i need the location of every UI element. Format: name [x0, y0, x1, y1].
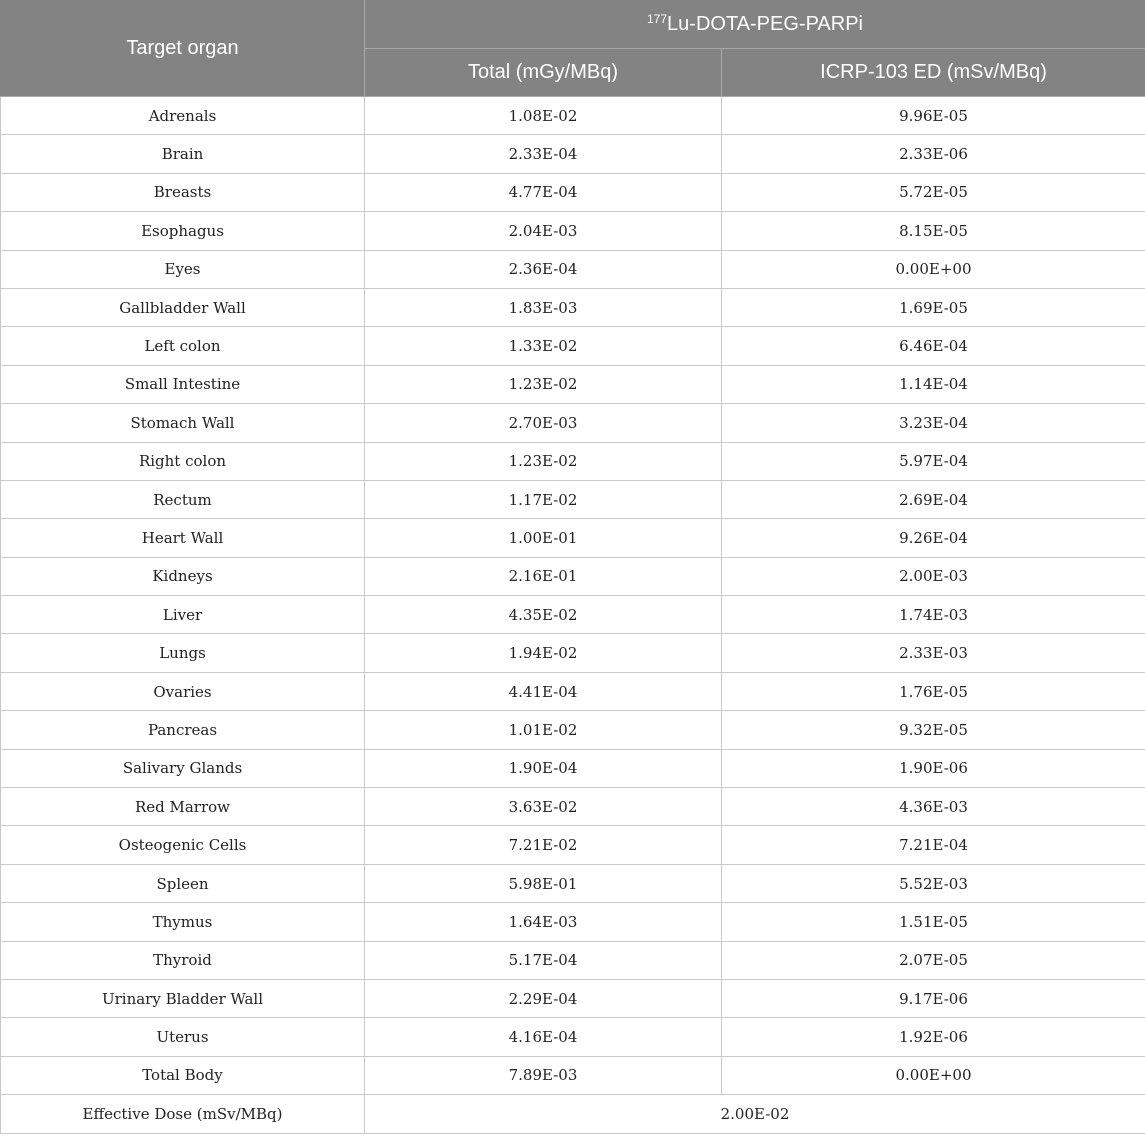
table-row [1, 979, 1145, 1017]
organ-cell: Left colon [1, 327, 365, 365]
effective-dose-cell: 2.33E-06 [722, 135, 1145, 173]
effective-dose-cell: 0.00E+00 [722, 1056, 1145, 1094]
table-row [1, 1018, 1145, 1056]
table-row [1, 826, 1145, 864]
table-body [1, 97, 1145, 1134]
effective-dose-cell: 1.69E-05 [722, 288, 1145, 326]
table-row [1, 404, 1145, 442]
total-dose-cell: 2.29E-04 [365, 979, 722, 1017]
table-row [1, 903, 1145, 941]
table-row [1, 941, 1145, 979]
effective-dose-cell: 1.90E-06 [722, 749, 1145, 787]
organ-cell: Gallbladder Wall [1, 288, 365, 326]
radiopharmaceutical-header [365, 1, 1145, 49]
total-dose-cell: 1.23E-02 [365, 442, 722, 480]
effective-dose-cell: 9.17E-06 [722, 979, 1145, 1017]
table-row [1, 749, 1145, 787]
total-dose-cell: 5.98E-01 [365, 864, 722, 902]
table-row [1, 634, 1145, 672]
table-row [1, 212, 1145, 250]
organ-cell: Brain [1, 135, 365, 173]
header-row-agent [1, 1, 1145, 49]
table-row [1, 250, 1145, 288]
organ-cell: Osteogenic Cells [1, 826, 365, 864]
effective-dose-cell: 2.33E-03 [722, 634, 1145, 672]
organ-cell: Uterus [1, 1018, 365, 1056]
total-dose-cell: 1.00E-01 [365, 519, 722, 557]
table-row [1, 480, 1145, 518]
organ-cell: Urinary Bladder Wall [1, 979, 365, 1017]
table-row [1, 788, 1145, 826]
total-dose-cell: 1.64E-03 [365, 903, 722, 941]
total-dose-cell: 4.35E-02 [365, 596, 722, 634]
organ-cell: Thymus [1, 903, 365, 941]
organ-cell: Esophagus [1, 212, 365, 250]
total-dose-cell: 7.89E-03 [365, 1056, 722, 1094]
organ-cell: Salivary Glands [1, 749, 365, 787]
organ-cell: Ovaries [1, 672, 365, 710]
table-row [1, 365, 1145, 403]
total-dose-cell: 1.23E-02 [365, 365, 722, 403]
organ-cell: Breasts [1, 173, 365, 211]
effective-dose-label: Effective Dose (mSv/MBq) [1, 1095, 365, 1133]
effective-dose-cell: 4.36E-03 [722, 788, 1145, 826]
organ-cell: Eyes [1, 250, 365, 288]
table-row [1, 711, 1145, 749]
effective-dose-cell: 5.97E-04 [722, 442, 1145, 480]
effective-dose-cell: 9.32E-05 [722, 711, 1145, 749]
organ-cell: Rectum [1, 480, 365, 518]
effective-dose-cell: 1.74E-03 [722, 596, 1145, 634]
organ-cell: Heart Wall [1, 519, 365, 557]
total-dose-cell: 4.77E-04 [365, 173, 722, 211]
organ-cell: Total Body [1, 1056, 365, 1094]
effective-dose-cell: 1.14E-04 [722, 365, 1145, 403]
effective-dose-cell: 0.00E+00 [722, 250, 1145, 288]
effective-dose-cell: 7.21E-04 [722, 826, 1145, 864]
total-dose-cell: 1.17E-02 [365, 480, 722, 518]
total-dose-cell: 4.16E-04 [365, 1018, 722, 1056]
table-row [1, 288, 1145, 326]
organ-cell: Red Marrow [1, 788, 365, 826]
organ-cell: Kidneys [1, 557, 365, 595]
isotope-mass-number: 177 [647, 12, 668, 26]
effective-dose-cell: 9.96E-05 [722, 97, 1145, 135]
organ-cell: Right colon [1, 442, 365, 480]
total-dose-cell: 1.83E-03 [365, 288, 722, 326]
total-dose-cell: 7.21E-02 [365, 826, 722, 864]
table-row [1, 557, 1145, 595]
total-dose-cell: 1.08E-02 [365, 97, 722, 135]
organ-cell: Pancreas [1, 711, 365, 749]
total-dose-cell: 1.94E-02 [365, 634, 722, 672]
effective-dose-cell: 2.69E-04 [722, 480, 1145, 518]
table-row [1, 864, 1145, 902]
organ-cell: Lungs [1, 634, 365, 672]
total-dose-cell: 2.70E-03 [365, 404, 722, 442]
effective-dose-cell: 6.46E-04 [722, 327, 1145, 365]
table-row [1, 173, 1145, 211]
effective-dose-value: 2.00E-02 [365, 1095, 1145, 1133]
organ-cell: Thyroid [1, 941, 365, 979]
total-dose-cell: 1.33E-02 [365, 327, 722, 365]
table-row [1, 442, 1145, 480]
effective-dose-cell: 1.51E-05 [722, 903, 1145, 941]
organ-cell: Liver [1, 596, 365, 634]
effective-dose-row [1, 1095, 1145, 1133]
effective-dose-cell: 2.00E-03 [722, 557, 1145, 595]
total-dose-cell: 2.36E-04 [365, 250, 722, 288]
agent-name: Lu-DOTA-PEG-PARPi [667, 13, 863, 35]
table-row [1, 519, 1145, 557]
total-dose-cell: 1.01E-02 [365, 711, 722, 749]
organ-cell: Adrenals [1, 97, 365, 135]
total-dose-header: Total (mGy/MBq) [365, 49, 722, 97]
organ-cell: Spleen [1, 864, 365, 902]
effective-dose-cell: 1.92E-06 [722, 1018, 1145, 1056]
effective-dose-header: ICRP-103 ED (mSv/MBq) [722, 49, 1145, 97]
organ-cell: Stomach Wall [1, 404, 365, 442]
organ-cell: Small Intestine [1, 365, 365, 403]
table-row [1, 596, 1145, 634]
target-organ-header: Target organ [1, 1, 365, 97]
total-dose-cell: 2.33E-04 [365, 135, 722, 173]
table-row [1, 1056, 1145, 1094]
table-row [1, 327, 1145, 365]
effective-dose-cell: 3.23E-04 [722, 404, 1145, 442]
total-dose-cell: 5.17E-04 [365, 941, 722, 979]
total-dose-cell: 3.63E-02 [365, 788, 722, 826]
effective-dose-cell: 5.72E-05 [722, 173, 1145, 211]
total-dose-cell: 4.41E-04 [365, 672, 722, 710]
effective-dose-cell: 1.76E-05 [722, 672, 1145, 710]
effective-dose-cell: 8.15E-05 [722, 212, 1145, 250]
effective-dose-cell: 2.07E-05 [722, 941, 1145, 979]
table-row [1, 135, 1145, 173]
total-dose-cell: 2.16E-01 [365, 557, 722, 595]
effective-dose-cell: 9.26E-04 [722, 519, 1145, 557]
table-row [1, 672, 1145, 710]
total-dose-cell: 1.90E-04 [365, 749, 722, 787]
effective-dose-cell: 5.52E-03 [722, 864, 1145, 902]
table-header [1, 1, 1145, 97]
total-dose-cell: 2.04E-03 [365, 212, 722, 250]
table-row [1, 97, 1145, 135]
